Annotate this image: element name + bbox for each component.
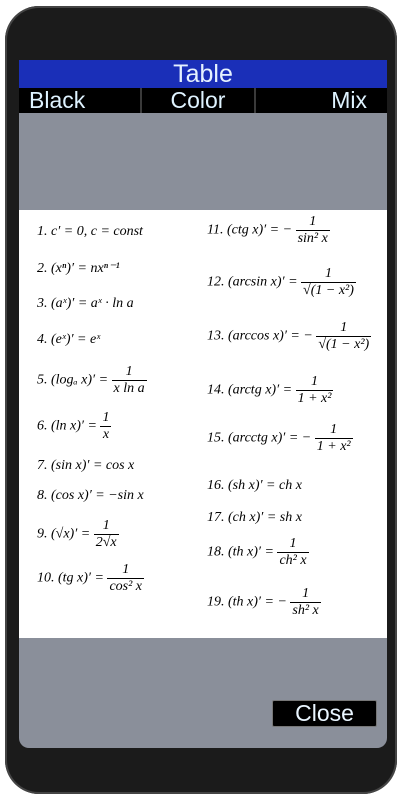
formula-13-lhs: 13. (arccos x)′ = − [207,328,313,344]
formula-9-lhs: 9. (√x)′ = [37,526,91,542]
formula-7: 7. (sin x)′ = cos x [37,458,135,473]
formula-19-numerator: 1 [290,586,320,603]
formula-14-numerator: 1 [296,374,334,391]
formula-15 [207,422,353,455]
formula-6-denominator: x [102,427,110,442]
formula-11-denominator: sin² x [297,231,328,246]
formula-12-lhs: 12. (arcsin x)′ = [207,274,298,290]
formula-18-lhs: 18. (th x)′ = [207,544,274,560]
formula-13-denominator: √(1 − x²) [318,337,370,352]
formula-10-fraction [107,562,144,595]
formula-11-numerator: 1 [296,214,330,231]
close-button[interactable]: Close [272,700,377,727]
formula-18-fraction [277,536,308,569]
formula-15-fraction [315,422,353,455]
formula-5-numerator: 1 [112,364,147,381]
formula-12-denominator: √(1 − x²) [303,283,354,298]
formula-19-fraction [290,586,320,619]
formula-9-denominator: 2√x [95,535,117,550]
tab-color[interactable]: Color [140,88,253,113]
formula-14-fraction [296,374,334,407]
formula-12-numerator: 1 [301,266,356,283]
formula-11-fraction [296,214,330,247]
formula-10-denominator: cos² x [109,579,143,594]
derivative-table-image [19,210,387,638]
formula-19 [207,586,321,619]
window-title: Table [19,60,387,88]
formula-10-numerator: 1 [107,562,144,579]
formula-15-numerator: 1 [315,422,353,439]
formula-14-lhs: 14. (arctg x)′ = [207,382,293,398]
formula-15-denominator: 1 + x² [316,439,351,454]
formula-9-fraction [94,518,119,551]
tab-bar [19,88,387,113]
formula-13 [207,320,371,353]
formula-1: 1. c′ = 0, c = const [37,224,143,239]
formula-6-lhs: 6. (ln x)′ = [37,418,97,434]
tab-mix[interactable]: Mix [254,88,387,113]
formula-10-lhs: 10. (tg x)′ = [37,570,104,586]
formula-8: 8. (cos x)′ = −sin x [37,488,144,503]
formula-11 [207,214,330,247]
formula-5-denominator: x ln a [113,381,145,396]
formula-12 [207,266,356,299]
formula-14-denominator: 1 + x² [297,391,332,406]
formula-15-lhs: 15. (arcctg x)′ = − [207,430,312,446]
formula-9 [37,518,119,551]
formula-18-numerator: 1 [277,536,308,553]
formula-6-numerator: 1 [102,410,110,425]
tab-black[interactable]: Black [29,87,86,113]
formula-5 [37,364,147,397]
formula-13-numerator: 1 [316,320,371,337]
formula-11-lhs: 11. (ctg x)′ = − [207,222,293,238]
formula-19-denominator: sh² x [292,603,319,618]
formula-16: 16. (sh x)′ = ch x [207,478,302,493]
app-screen [19,60,387,748]
formula-5-fraction [112,364,147,397]
formula-18 [207,536,309,569]
formula-13-fraction [316,320,371,353]
formula-6-fraction [100,410,111,443]
formula-2: 2. (xⁿ)′ = nxⁿ⁻¹ [37,261,120,276]
formula-14 [207,374,333,407]
formula-10 [37,562,144,595]
formula-18-denominator: ch² x [279,553,307,568]
formula-3: 3. (aˣ)′ = aˣ · ln a [37,296,134,311]
formula-12-fraction [301,266,356,299]
formula-17: 17. (ch x)′ = sh x [207,510,302,525]
formula-9-numerator: 1 [94,518,119,535]
formula-19-lhs: 19. (th x)′ = − [207,594,287,610]
formula-5-lhs: 5. (logₐ x)′ = [37,372,109,388]
formula-4: 4. (eˣ)′ = eˣ [37,332,101,347]
formula-6 [37,410,111,443]
